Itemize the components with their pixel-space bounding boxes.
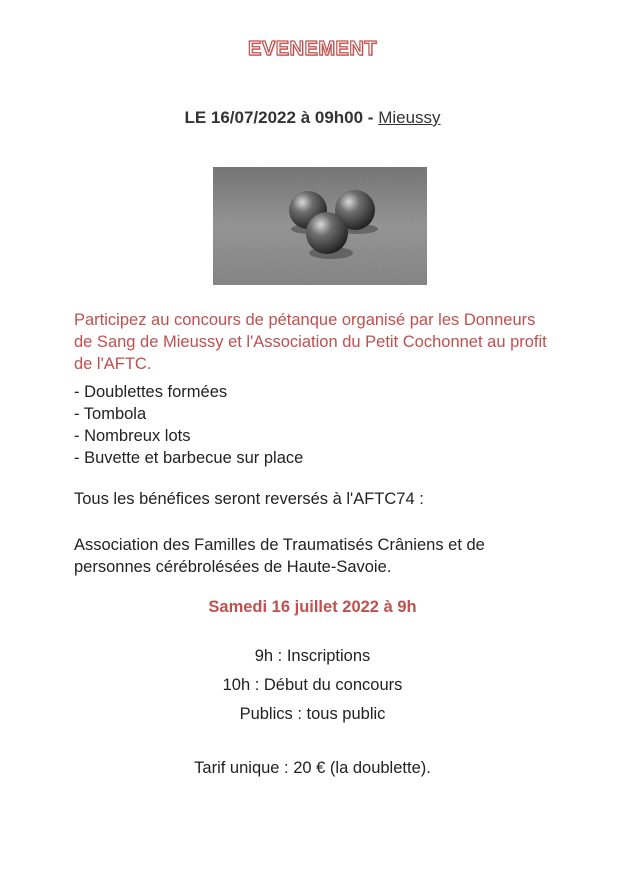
intro-text: Participez au concours de pétanque organisé par les Donneurs de Sang de Mieussy et l'Association du Petit Cochonnet au profit de l'AFTC. — [74, 311, 547, 373]
event-date: LE 16/07/2022 à 09h00 - — [184, 108, 379, 127]
price-text: Tarif unique : 20 € (la doublette). — [194, 759, 431, 777]
features-list — [74, 381, 554, 469]
page-title: EVENEMENT — [248, 38, 377, 60]
event-place-link[interactable]: Mieussy — [378, 108, 441, 127]
event-highlight-date: Samedi 16 juillet 2022 à 9h — [208, 598, 417, 616]
event-date-line — [0, 108, 625, 128]
petanque-balls-photo — [213, 167, 427, 285]
association-text: Association des Familles de Traumatisés Crâniens et de personnes cérébrolésées de Haute-Savoie. — [74, 536, 485, 576]
schedule-inscriptions: 9h : Inscriptions — [254, 647, 371, 665]
schedule-start: 10h : Début du concours — [222, 676, 403, 694]
schedule-audience: Publics : tous public — [239, 705, 386, 723]
list-item: - Tombola — [74, 405, 147, 423]
benefits-text: Tous les bénéfices seront reversés à l'AFTC74 : — [74, 490, 424, 508]
list-item: - Buvette et barbecue sur place — [74, 449, 304, 467]
list-item: - Nombreux lots — [74, 427, 191, 445]
list-item: - Doublettes formées — [74, 383, 228, 401]
